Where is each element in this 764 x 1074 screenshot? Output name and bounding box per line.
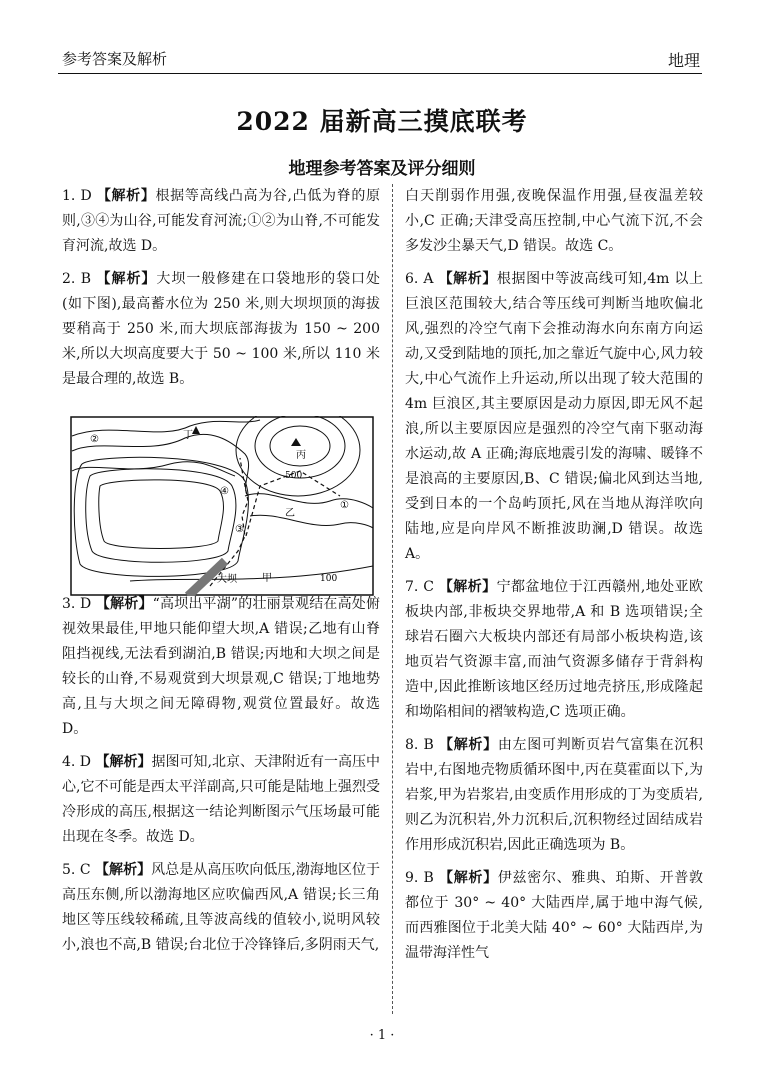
- map-label-100: 100: [320, 574, 338, 584]
- map-label-circle-1: ①: [340, 500, 349, 511]
- answer-item-1: 1. D 【解析】根据等高线凸高为谷,凸低为脊的原则,③④为山谷,可能发育河流;①②为山脊,不可能发育河流,故选 D。: [62, 188, 380, 254]
- map-label-circle-2: ②: [90, 434, 99, 445]
- header-subject: 地理: [667, 51, 700, 70]
- map-label-circle-4: ④: [220, 486, 229, 497]
- answer-item-5: 5. C 【解析】风总是从高压吹向低压,渤海地区位于高压东侧,所以渤海地区应吹偏西风,A 错误;长三角地区等压线较稀疏,且等波高线的值较小,说明风较小,浪也不高,B 错误;台北位于冷锋锋后,多阴雨天气,: [62, 862, 380, 953]
- answer-item-4: 4. D 【解析】据图可知,北京、天津附近有一高压中心,它不可能是西太平洋副高,只可能是陆地上强烈受冷形成的高压,根据这一结论判断图示气压场最可能出现在冬季。故选 D。: [62, 754, 380, 845]
- answer-item-7: 7. C 【解析】宁都盆地位于江西赣州,地处亚欧板块内部,非板块交界地带,A 和 B 选项错误;全球岩石圈六大板块内部还有局部小板块构造,该地页岩气资源丰富,而油气资源多储存于背斜构造中,因此推断该地区经历过地壳挤压,形成隆起和坳陷相间的褶皱构造,C 选项正确。: [405, 579, 704, 720]
- map-label-bing: 丙: [296, 450, 306, 461]
- column-divider: [392, 184, 393, 1014]
- map-label-500: 500: [285, 471, 303, 481]
- map-label-ding: 丁: [183, 430, 193, 441]
- answer-item-5-continued: 白天削弱作用强,夜晚保温作用强,昼夜温差较小,C 正确;天津受高压控制,中心气流下沉,不会多发沙尘暴天气,D 错误。故选 C。: [405, 188, 703, 254]
- answer-item-2: 2. B 【解析】大坝一般修建在口袋地形的袋口处(如下图),最高蓄水位为 250 米,则大坝坝顶的海拔要稍高于 250 米,而大坝底部海拔为 150 ~ 200 米,所以大坝高度要大于 50 ~ 100 米,所以 110 米是最合理的,故选 B。: [62, 271, 381, 387]
- page-title: 2022 届新高三摸底联考: [236, 107, 528, 136]
- contour-map: [70, 416, 374, 596]
- answer-item-9: 9. B 【解析】伊兹密尔、雅典、珀斯、开普敦都位于 30° ~ 40° 大陆西岸,属于地中海气候,而西雅图位于北美大陆 40° ~ 60° 大陆西岸,为温带海洋性气: [405, 870, 704, 961]
- right-column: [405, 184, 703, 974]
- map-label-jia: 甲: [262, 573, 272, 584]
- page-number: · 1 ·: [369, 1028, 395, 1043]
- header-rule: [58, 73, 702, 74]
- header-doc-type: 参考答案及解析: [62, 50, 168, 68]
- map-label-yi: 乙: [285, 508, 295, 519]
- map-label-circle-3: ③: [235, 524, 244, 535]
- page-subtitle: 地理参考答案及评分细则: [288, 159, 476, 179]
- map-label-dam: 大坝: [217, 574, 237, 585]
- answer-item-3: 3. D 【解析】“高坝出平湖”的壮丽景观结在高处俯视效果最佳,甲地只能仰望大坝,A 错误;乙地有山脊阻挡视线,无法看到湖泊,B 错误;丙地和大坝之间是较长的山脊,不易观赏到大坝景观,C 错误;丁地地势高,且与大坝之间无障碍物,观赏位置最好。故选 D。: [62, 596, 380, 737]
- answer-item-8: 8. B 【解析】由左图可判断页岩气富集在沉积岩中,右图地壳物质循环图中,丙在莫霍面以下,为岩浆,甲为岩浆岩,由变质作用形成的丁为变质岩,则乙为沉积岩,外力沉积后,沉积物经过固结成岩作用形成沉积岩,因此正确选项为 B。: [405, 737, 704, 853]
- answer-item-6: 6. A 【解析】根据图中等波高线可知,4m 以上巨浪区范围较大,结合等压线可判断当地吹偏北风,强烈的冷空气南下会推动海水向东南方向运动,又受到陆地的顶托,加之靠近气旋中心,风力较大,中心气流作上升运动,所以出现了较大范围的 4m 巨浪区,其主要原因是动力原因,即无风不起浪,所以主要原因应是强烈的冷空气南下驱动海水运动,故 A 正确;海底地震引发的海啸、暖锋不是浪高的主要原因,B、C 错误;偏北风到达当地,受到日本的一个岛屿顶托,风在当地从海洋吹向陆地,应是向岸风不断推波助澜,D 错误。故选 A。: [405, 271, 704, 562]
